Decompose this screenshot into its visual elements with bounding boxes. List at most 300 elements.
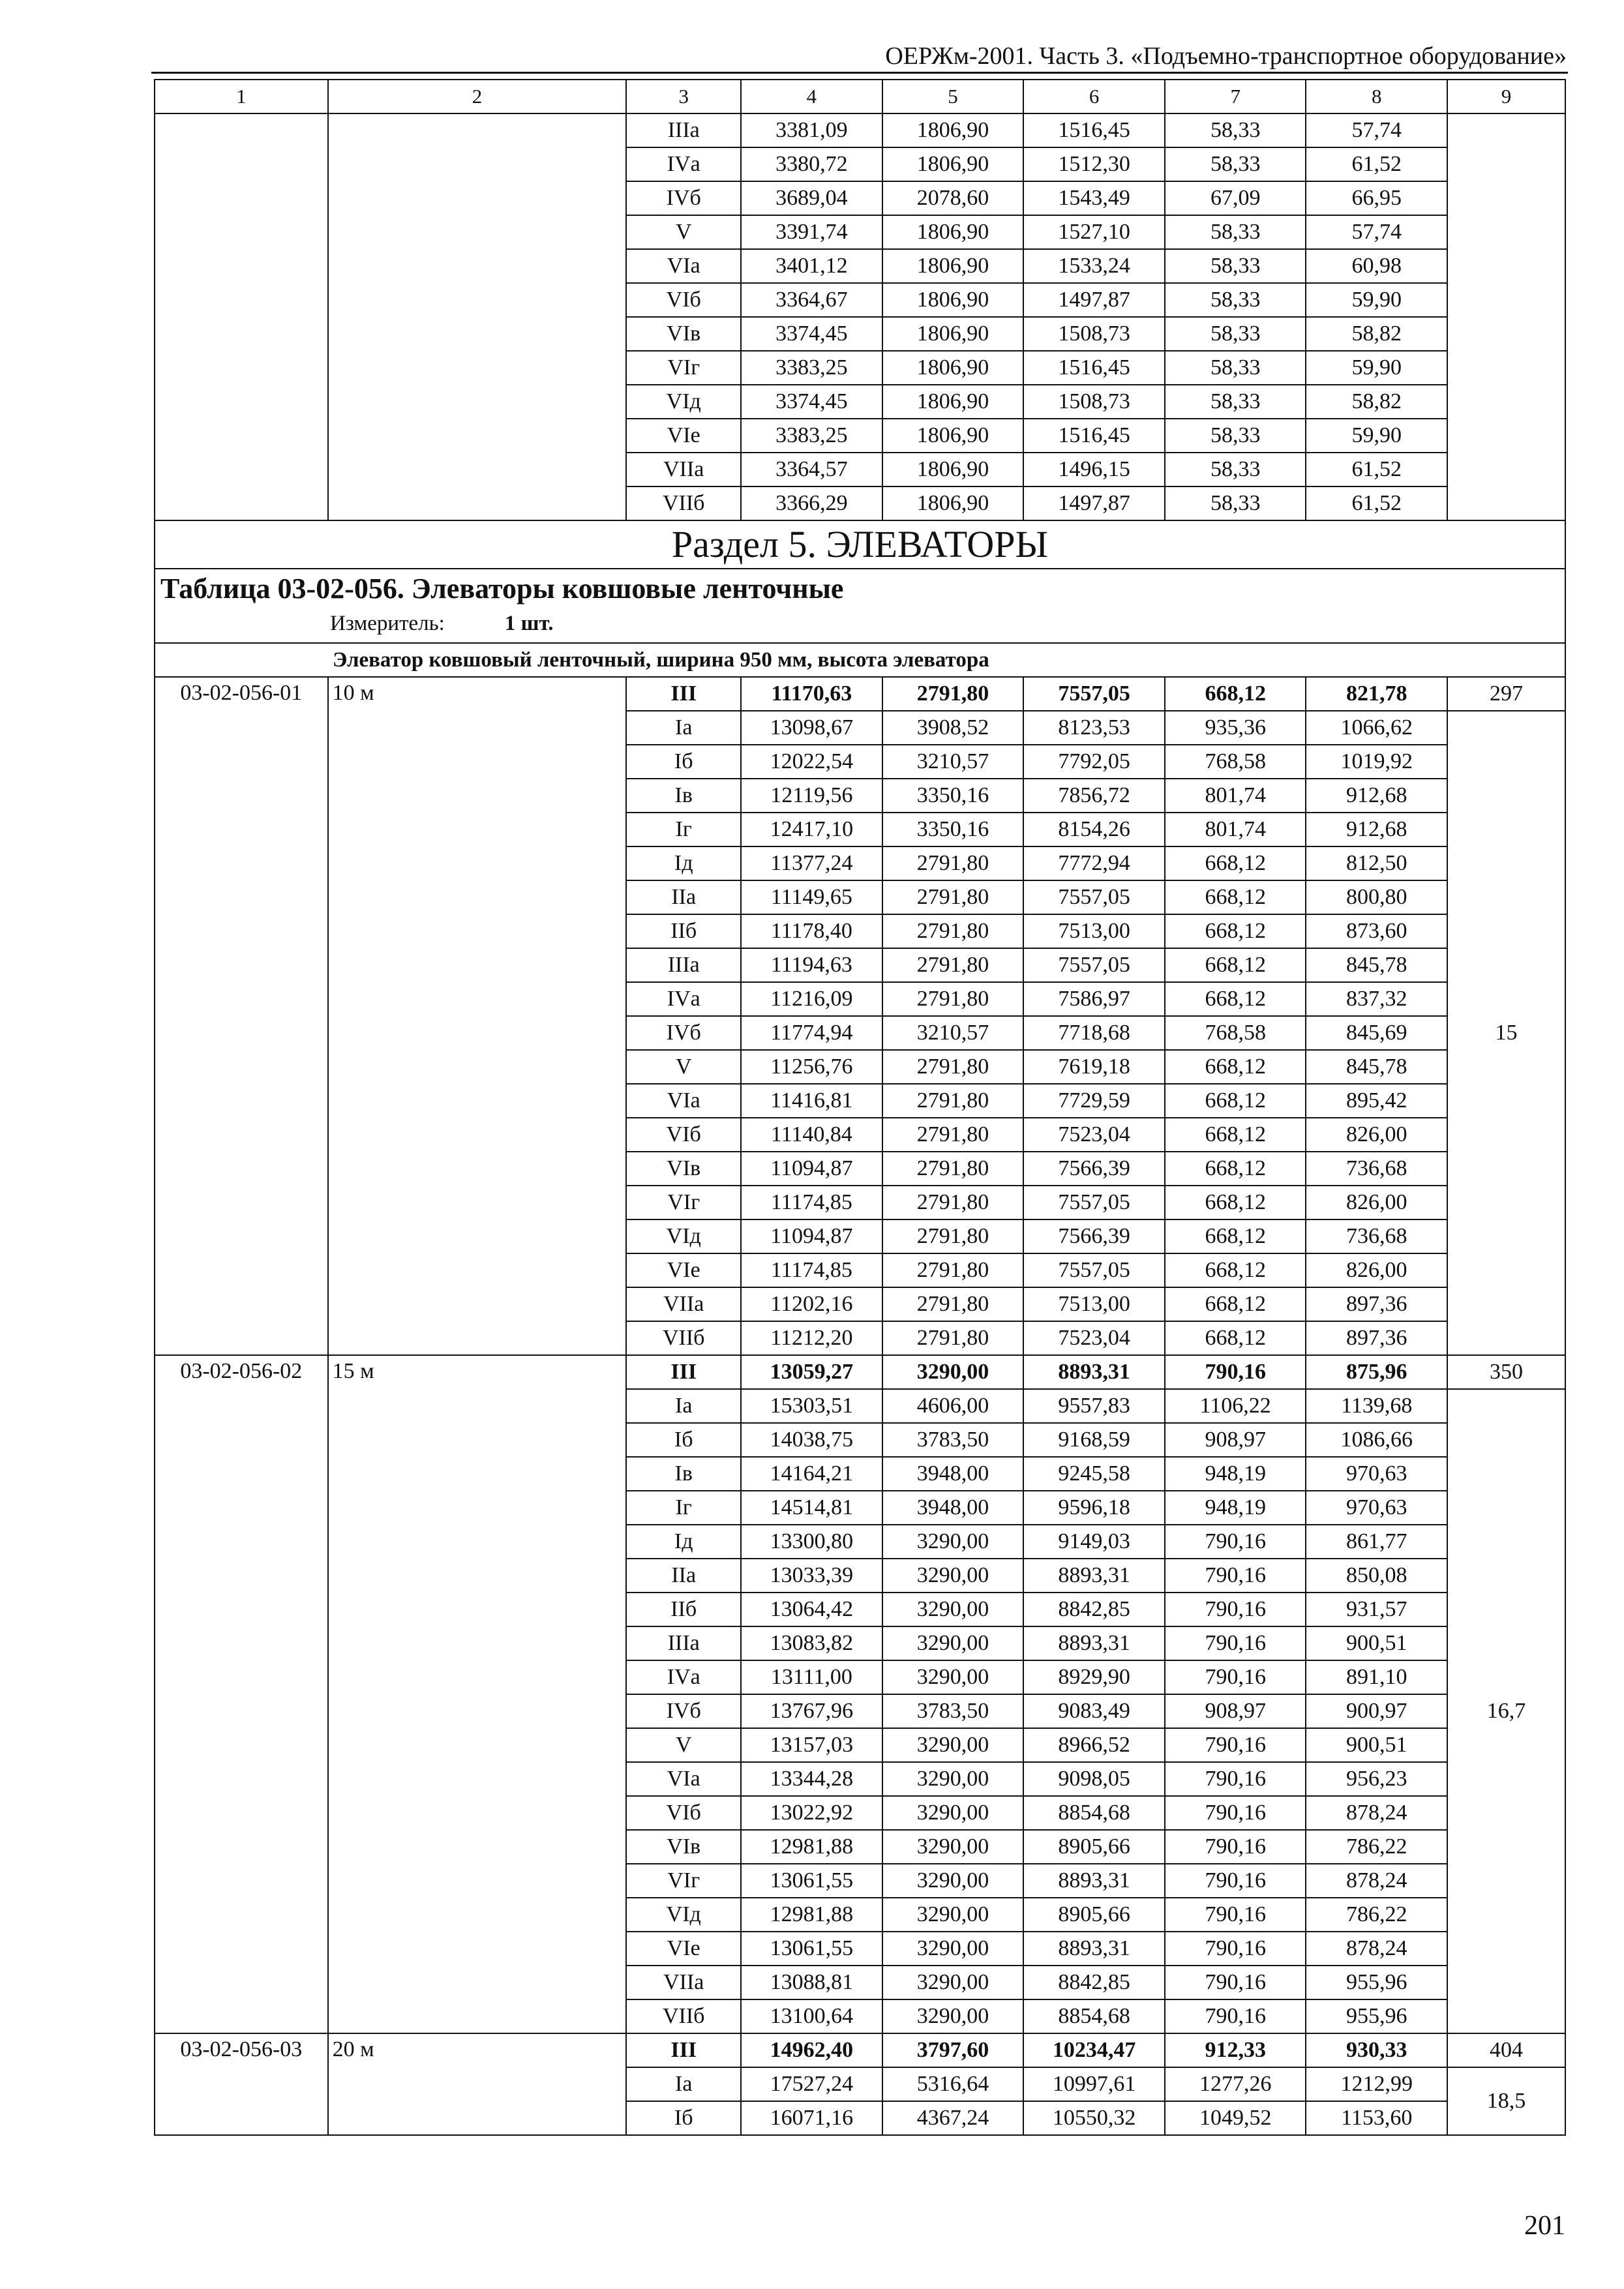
value-cell: 845,78: [1306, 1050, 1447, 1084]
code-cell: [155, 113, 328, 520]
value-cell: 790,16: [1165, 1525, 1306, 1559]
value-cell: 7729,59: [1023, 1084, 1165, 1118]
value-cell: 11174,85: [741, 1253, 882, 1287]
value-cell: 1806,90: [882, 385, 1024, 419]
value-cell: 5316,64: [882, 2067, 1024, 2101]
table-title-row: [155, 569, 1565, 643]
value-cell: 826,00: [1306, 1253, 1447, 1287]
zone-cell: VIIа: [626, 453, 741, 486]
value-cell: 790,16: [1165, 1355, 1306, 1389]
column-number: 6: [1023, 80, 1165, 113]
col9-cell: [1447, 113, 1565, 520]
value-cell: 790,16: [1165, 1559, 1306, 1593]
value-cell: 1806,90: [882, 283, 1024, 317]
value-cell: 790,16: [1165, 1864, 1306, 1898]
value-cell: 1153,60: [1306, 2101, 1447, 2135]
value-cell: 8893,31: [1023, 1355, 1165, 1389]
value-cell: 7523,04: [1023, 1118, 1165, 1152]
value-cell: 790,16: [1165, 1796, 1306, 1830]
value-cell: 3290,00: [882, 1898, 1024, 1932]
value-cell: 3210,57: [882, 1016, 1024, 1050]
value-cell: 13767,96: [741, 1694, 882, 1728]
value-cell: 3290,00: [882, 1525, 1024, 1559]
value-cell: 668,12: [1165, 948, 1306, 982]
zone-cell: VIв: [626, 317, 741, 351]
value-cell: 736,68: [1306, 1219, 1447, 1253]
value-cell: 2791,80: [882, 948, 1024, 982]
value-cell: 790,16: [1165, 1593, 1306, 1626]
value-cell: 3210,57: [882, 745, 1024, 779]
value-cell: 3290,00: [882, 1728, 1024, 1762]
value-cell: 11149,65: [741, 880, 882, 914]
value-cell: 13083,82: [741, 1626, 882, 1660]
value-cell: 3290,00: [882, 1593, 1024, 1626]
value-cell: 873,60: [1306, 914, 1447, 948]
value-cell: 58,33: [1165, 317, 1306, 351]
value-cell: 955,96: [1306, 1966, 1447, 1999]
value-cell: 875,96: [1306, 1355, 1447, 1389]
value-cell: 58,33: [1165, 283, 1306, 317]
value-cell: 1543,49: [1023, 181, 1165, 215]
zone-cell: IVб: [626, 181, 741, 215]
value-cell: 1533,24: [1023, 249, 1165, 283]
value-cell: 878,24: [1306, 1932, 1447, 1966]
value-cell: 58,33: [1165, 249, 1306, 283]
value-cell: 2791,80: [882, 1118, 1024, 1152]
value-cell: 900,97: [1306, 1694, 1447, 1728]
value-cell: 11174,85: [741, 1186, 882, 1219]
zone-cell: IIIа: [626, 113, 741, 147]
value-cell: 58,33: [1165, 419, 1306, 453]
value-cell: 878,24: [1306, 1796, 1447, 1830]
value-cell: 861,77: [1306, 1525, 1447, 1559]
value-cell: 900,51: [1306, 1728, 1447, 1762]
value-cell: 12981,88: [741, 1898, 882, 1932]
value-cell: 58,33: [1165, 385, 1306, 419]
value-cell: 12981,88: [741, 1830, 882, 1864]
value-cell: 13300,80: [741, 1525, 882, 1559]
value-cell: 8893,31: [1023, 1626, 1165, 1660]
header-rule: [151, 72, 1568, 74]
value-cell: 11212,20: [741, 1321, 882, 1355]
value-cell: 10997,61: [1023, 2067, 1165, 2101]
value-cell: 58,33: [1165, 351, 1306, 385]
column-number: 4: [741, 80, 882, 113]
value-cell: 970,63: [1306, 1457, 1447, 1491]
value-cell: 11094,87: [741, 1219, 882, 1253]
value-cell: 7566,39: [1023, 1219, 1165, 1253]
value-cell: 900,51: [1306, 1626, 1447, 1660]
table-row: [155, 113, 1565, 147]
subheading: Элеватор ковшовый ленточный, ширина 950 мм, высота элеватора: [155, 643, 1565, 677]
value-cell: 821,78: [1306, 677, 1447, 711]
value-cell: 3948,00: [882, 1457, 1024, 1491]
value-cell: 7586,97: [1023, 982, 1165, 1016]
zone-cell: III: [626, 2033, 741, 2067]
code-cell: 03-02-056-03: [155, 2033, 328, 2135]
value-cell: 3364,57: [741, 453, 882, 486]
value-cell: 59,90: [1306, 419, 1447, 453]
value-cell: 10550,32: [1023, 2101, 1165, 2135]
zone-cell: VIг: [626, 351, 741, 385]
value-cell: 786,22: [1306, 1830, 1447, 1864]
zone-cell: IIа: [626, 880, 741, 914]
value-cell: 850,08: [1306, 1559, 1447, 1593]
value-cell: 790,16: [1165, 1626, 1306, 1660]
value-cell: 790,16: [1165, 1898, 1306, 1932]
zone-cell: Iг: [626, 813, 741, 846]
value-cell: 908,97: [1165, 1423, 1306, 1457]
zone-cell: III: [626, 677, 741, 711]
column-number: 1: [155, 80, 328, 113]
value-cell: 13111,00: [741, 1660, 882, 1694]
value-cell: 668,12: [1165, 1287, 1306, 1321]
value-cell: 14962,40: [741, 2033, 882, 2067]
value-cell: 9168,59: [1023, 1423, 1165, 1457]
value-cell: 59,90: [1306, 351, 1447, 385]
value-cell: 897,36: [1306, 1321, 1447, 1355]
value-cell: 1516,45: [1023, 351, 1165, 385]
value-cell: 11178,40: [741, 914, 882, 948]
value-cell: 955,96: [1306, 1999, 1447, 2033]
value-cell: 786,22: [1306, 1898, 1447, 1932]
value-cell: 58,33: [1165, 453, 1306, 486]
value-cell: 2791,80: [882, 677, 1024, 711]
zone-cell: VIд: [626, 1219, 741, 1253]
value-cell: 1496,15: [1023, 453, 1165, 486]
value-cell: 1497,87: [1023, 283, 1165, 317]
value-cell: 8854,68: [1023, 1796, 1165, 1830]
value-cell: 1806,90: [882, 317, 1024, 351]
zone-cell: VIIа: [626, 1966, 741, 1999]
value-cell: 58,33: [1165, 113, 1306, 147]
zone-cell: IVа: [626, 982, 741, 1016]
value-cell: 11377,24: [741, 846, 882, 880]
zone-cell: Iд: [626, 1525, 741, 1559]
zone-cell: Iа: [626, 2067, 741, 2101]
value-cell: 3366,29: [741, 486, 882, 520]
code-cell: 03-02-056-01: [155, 677, 328, 1355]
value-cell: 1806,90: [882, 486, 1024, 520]
value-cell: 4367,24: [882, 2101, 1024, 2135]
value-cell: 7557,05: [1023, 1253, 1165, 1287]
table-title: Таблица 03-02-056. Элеваторы ковшовые ленточные: [160, 573, 844, 605]
value-cell: 14038,75: [741, 1423, 882, 1457]
value-cell: 9098,05: [1023, 1762, 1165, 1796]
value-cell: 7557,05: [1023, 677, 1165, 711]
zone-cell: IIIа: [626, 1626, 741, 1660]
zone-cell: IVа: [626, 1660, 741, 1694]
value-cell: 2791,80: [882, 1321, 1024, 1355]
value-cell: 8966,52: [1023, 1728, 1165, 1762]
value-cell: 2791,80: [882, 982, 1024, 1016]
zone-cell: IVб: [626, 1694, 741, 1728]
value-cell: 13098,67: [741, 711, 882, 745]
value-cell: 3391,74: [741, 215, 882, 249]
value-cell: 2791,80: [882, 1186, 1024, 1219]
measure-line: [155, 608, 1565, 638]
zone-cell: V: [626, 215, 741, 249]
zone-cell: IIб: [626, 1593, 741, 1626]
value-cell: 790,16: [1165, 1999, 1306, 2033]
zone-cell: VIе: [626, 1253, 741, 1287]
value-cell: 912,68: [1306, 779, 1447, 813]
value-cell: 13064,42: [741, 1593, 882, 1626]
value-cell: 790,16: [1165, 1762, 1306, 1796]
value-cell: 8854,68: [1023, 1999, 1165, 2033]
value-cell: 801,74: [1165, 779, 1306, 813]
value-cell: 768,58: [1165, 1016, 1306, 1050]
value-cell: 1066,62: [1306, 711, 1447, 745]
value-cell: 668,12: [1165, 1219, 1306, 1253]
value-cell: 9557,83: [1023, 1389, 1165, 1423]
value-cell: 1277,26: [1165, 2067, 1306, 2101]
value-cell: 908,97: [1165, 1694, 1306, 1728]
value-cell: 14164,21: [741, 1457, 882, 1491]
value-cell: 1049,52: [1165, 2101, 1306, 2135]
value-cell: 1508,73: [1023, 385, 1165, 419]
value-cell: 2791,80: [882, 1219, 1024, 1253]
value-cell: 970,63: [1306, 1491, 1447, 1525]
zone-cell: VIIб: [626, 1999, 741, 2033]
value-cell: 61,52: [1306, 486, 1447, 520]
value-cell: 956,23: [1306, 1762, 1447, 1796]
zone-cell: V: [626, 1050, 741, 1084]
value-cell: 67,09: [1165, 181, 1306, 215]
value-cell: 3290,00: [882, 1660, 1024, 1694]
value-cell: 1139,68: [1306, 1389, 1447, 1423]
value-cell: 8154,26: [1023, 813, 1165, 846]
value-cell: 801,74: [1165, 813, 1306, 846]
zone-cell: VIIб: [626, 486, 741, 520]
zone-cell: VIIб: [626, 1321, 741, 1355]
value-cell: 7557,05: [1023, 948, 1165, 982]
value-cell: 7619,18: [1023, 1050, 1165, 1084]
value-cell: 3401,12: [741, 249, 882, 283]
value-cell: 7718,68: [1023, 1016, 1165, 1050]
value-cell: 1086,66: [1306, 1423, 1447, 1457]
value-cell: 668,12: [1165, 1118, 1306, 1152]
value-cell: 13100,64: [741, 1999, 882, 2033]
name-cell: [328, 113, 627, 520]
value-cell: 1806,90: [882, 249, 1024, 283]
value-cell: 7513,00: [1023, 1287, 1165, 1321]
value-cell: 3908,52: [882, 711, 1024, 745]
value-cell: 3290,00: [882, 1559, 1024, 1593]
zone-cell: IIб: [626, 914, 741, 948]
zone-cell: V: [626, 1728, 741, 1762]
value-cell: 17527,24: [741, 2067, 882, 2101]
value-cell: 668,12: [1165, 846, 1306, 880]
value-cell: 13344,28: [741, 1762, 882, 1796]
value-cell: 891,10: [1306, 1660, 1447, 1694]
value-cell: 57,74: [1306, 215, 1447, 249]
value-cell: 1512,30: [1023, 147, 1165, 181]
value-cell: 3290,00: [882, 1626, 1024, 1660]
value-cell: 57,74: [1306, 113, 1447, 147]
value-cell: 1806,90: [882, 147, 1024, 181]
zone-cell: IVб: [626, 1016, 741, 1050]
value-cell: 3381,09: [741, 113, 882, 147]
value-cell: 9245,58: [1023, 1457, 1165, 1491]
value-cell: 8842,85: [1023, 1966, 1165, 1999]
table-row: [155, 2033, 1565, 2067]
value-cell: 668,12: [1165, 1084, 1306, 1118]
value-cell: 4606,00: [882, 1389, 1024, 1423]
zone-cell: VIд: [626, 385, 741, 419]
zone-cell: Iг: [626, 1491, 741, 1525]
value-cell: 13088,81: [741, 1966, 882, 1999]
value-cell: 1806,90: [882, 351, 1024, 385]
value-cell: 3350,16: [882, 813, 1024, 846]
value-cell: 935,36: [1165, 711, 1306, 745]
zone-cell: VIа: [626, 249, 741, 283]
table-row: [155, 677, 1565, 711]
zone-cell: VIв: [626, 1830, 741, 1864]
value-cell: 1527,10: [1023, 215, 1165, 249]
table-row: [155, 1355, 1565, 1389]
value-cell: 58,82: [1306, 385, 1447, 419]
col9-cell: 18,5: [1447, 2067, 1565, 2135]
value-cell: 3689,04: [741, 181, 882, 215]
value-cell: 8123,53: [1023, 711, 1165, 745]
value-cell: 930,33: [1306, 2033, 1447, 2067]
value-cell: 668,12: [1165, 1321, 1306, 1355]
value-cell: 768,58: [1165, 745, 1306, 779]
value-cell: 790,16: [1165, 1830, 1306, 1864]
value-cell: 7792,05: [1023, 745, 1165, 779]
zone-cell: VIд: [626, 1898, 741, 1932]
value-cell: 2791,80: [882, 1050, 1024, 1084]
page-number: 201: [1524, 2211, 1565, 2241]
value-cell: 11094,87: [741, 1152, 882, 1186]
zone-cell: IVа: [626, 147, 741, 181]
value-cell: 58,33: [1165, 215, 1306, 249]
value-cell: 1516,45: [1023, 419, 1165, 453]
value-cell: 7557,05: [1023, 1186, 1165, 1219]
value-cell: 8893,31: [1023, 1864, 1165, 1898]
zone-cell: IIIа: [626, 948, 741, 982]
value-cell: 61,52: [1306, 147, 1447, 181]
value-cell: 3290,00: [882, 1999, 1024, 2033]
value-cell: 931,57: [1306, 1593, 1447, 1626]
value-cell: 14514,81: [741, 1491, 882, 1525]
value-cell: 2791,80: [882, 1253, 1024, 1287]
zone-cell: Iб: [626, 1423, 741, 1457]
zone-cell: Iд: [626, 846, 741, 880]
section-row: [155, 520, 1565, 569]
zone-cell: VIб: [626, 1796, 741, 1830]
col9-cell: 16,7: [1447, 1389, 1565, 2033]
value-cell: 668,12: [1165, 677, 1306, 711]
value-cell: 11202,16: [741, 1287, 882, 1321]
value-cell: 2791,80: [882, 846, 1024, 880]
value-cell: 736,68: [1306, 1152, 1447, 1186]
value-cell: 1806,90: [882, 215, 1024, 249]
value-cell: 58,82: [1306, 317, 1447, 351]
value-cell: 8893,31: [1023, 1559, 1165, 1593]
value-cell: 13061,55: [741, 1864, 882, 1898]
value-cell: 60,98: [1306, 249, 1447, 283]
value-cell: 12417,10: [741, 813, 882, 846]
value-cell: 800,80: [1306, 880, 1447, 914]
value-cell: 2791,80: [882, 1084, 1024, 1118]
value-cell: 13061,55: [741, 1932, 882, 1966]
value-cell: 2791,80: [882, 1287, 1024, 1321]
value-cell: 790,16: [1165, 1932, 1306, 1966]
value-cell: 668,12: [1165, 880, 1306, 914]
value-cell: 11140,84: [741, 1118, 882, 1152]
value-cell: 3290,00: [882, 1830, 1024, 1864]
value-cell: 2791,80: [882, 1152, 1024, 1186]
value-cell: 11256,76: [741, 1050, 882, 1084]
zone-cell: VIе: [626, 419, 741, 453]
value-cell: 948,19: [1165, 1457, 1306, 1491]
value-cell: 1508,73: [1023, 317, 1165, 351]
value-cell: 3783,50: [882, 1694, 1024, 1728]
zone-cell: VIе: [626, 1932, 741, 1966]
value-cell: 1106,22: [1165, 1389, 1306, 1423]
zone-cell: Iб: [626, 2101, 741, 2135]
value-cell: 912,33: [1165, 2033, 1306, 2067]
value-cell: 668,12: [1165, 1186, 1306, 1219]
value-cell: 13157,03: [741, 1728, 882, 1762]
value-cell: 668,12: [1165, 1050, 1306, 1084]
column-number: 2: [328, 80, 627, 113]
value-cell: 790,16: [1165, 1728, 1306, 1762]
value-cell: 2078,60: [882, 181, 1024, 215]
value-cell: 790,16: [1165, 1966, 1306, 1999]
value-cell: 912,68: [1306, 813, 1447, 846]
value-cell: 7523,04: [1023, 1321, 1165, 1355]
value-cell: 8905,66: [1023, 1830, 1165, 1864]
value-cell: 668,12: [1165, 914, 1306, 948]
value-cell: 1019,92: [1306, 745, 1447, 779]
value-cell: 3374,45: [741, 317, 882, 351]
running-header: ОЕРЖм-2001. Часть 3. «Подъемно-транспортное оборудование»: [885, 42, 1567, 70]
value-cell: 3383,25: [741, 351, 882, 385]
col9-cell: 297: [1447, 677, 1565, 711]
value-cell: 11216,09: [741, 982, 882, 1016]
zone-cell: VIа: [626, 1762, 741, 1796]
value-cell: 9083,49: [1023, 1694, 1165, 1728]
rates-table: [154, 79, 1566, 2136]
measure-label: Измеритель:: [330, 612, 445, 635]
zone-cell: VIIа: [626, 1287, 741, 1321]
value-cell: 9596,18: [1023, 1491, 1165, 1525]
value-cell: 3374,45: [741, 385, 882, 419]
zone-cell: Iв: [626, 1457, 741, 1491]
value-cell: 3290,00: [882, 1966, 1024, 1999]
value-cell: 59,90: [1306, 283, 1447, 317]
value-cell: 16071,16: [741, 2101, 882, 2135]
code-cell: 03-02-056-02: [155, 1355, 328, 2033]
value-cell: 8905,66: [1023, 1898, 1165, 1932]
value-cell: 8929,90: [1023, 1660, 1165, 1694]
value-cell: 7566,39: [1023, 1152, 1165, 1186]
zone-cell: VIг: [626, 1186, 741, 1219]
value-cell: 7856,72: [1023, 779, 1165, 813]
value-cell: 7557,05: [1023, 880, 1165, 914]
value-cell: 845,69: [1306, 1016, 1447, 1050]
value-cell: 3783,50: [882, 1423, 1024, 1457]
value-cell: 3290,00: [882, 1864, 1024, 1898]
zone-cell: Iб: [626, 745, 741, 779]
value-cell: 948,19: [1165, 1491, 1306, 1525]
value-cell: 826,00: [1306, 1118, 1447, 1152]
column-number: 3: [626, 80, 741, 113]
value-cell: 1806,90: [882, 419, 1024, 453]
